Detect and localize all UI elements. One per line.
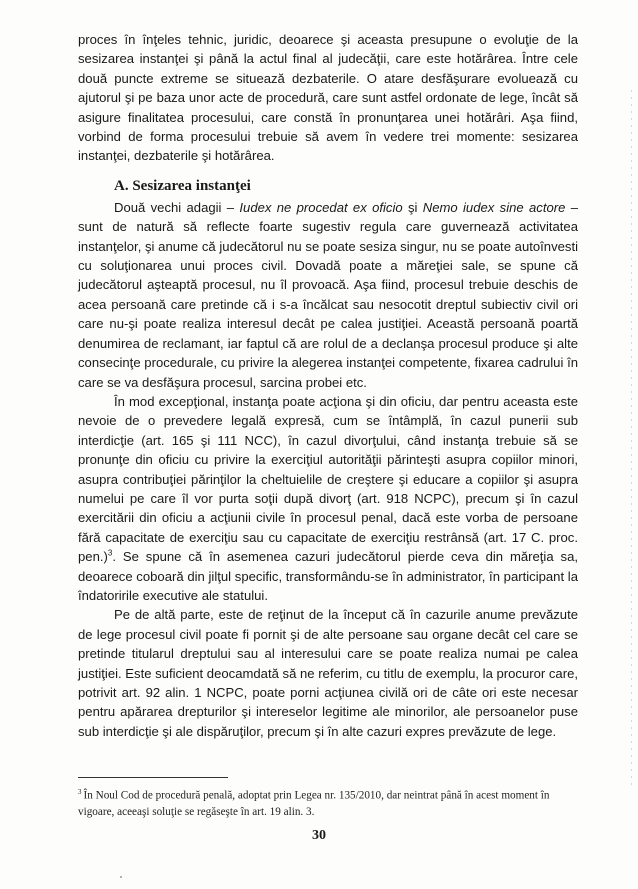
latin-maxim-2: Nemo iudex sine actore: [422, 199, 566, 215]
footnote-mark: 3: [78, 788, 82, 796]
footnote: [78, 784, 568, 820]
latin-maxim-1: Iudex ne procedat ex oficio: [239, 199, 403, 215]
paragraph-adages: [78, 198, 578, 392]
footnote-separator: [78, 777, 228, 778]
page-body: [78, 30, 578, 741]
paragraph-exceptions: [78, 392, 578, 605]
paragraph-adages-connector: şi: [402, 199, 423, 215]
footnote-reference[interactable]: 3: [107, 548, 113, 558]
section-heading: A. Sesizarea instanţei: [114, 177, 251, 194]
paragraph-exceptions-text: În mod excepţional, instanţa poate acţiona şi din oficiu, dar pentru aceasta este nevoie de o prevedere legală expresă, cum se întâmplă, în cazul punerii sub interdicţie (art. 165 şi 111 NCC), în cazul divorţului, când instanţa trebuie să se pronunţe din oficiu cu privire la exerciţiul autorităţii părinteşti asupra copiilor minori, asupra contribuţiei părinţilor la cheltuielile de creştere şi educare a copiilor şi asupra numelui pe care îl vor purta soţii după divorţ (art. 918 NCPC), precum şi în cazul exercitării din oficiu a acţiunii civile în procesul penal, dacă este vorba de persoane fără capacitate de exerciţiu sau cu capacitate de exerciţiu restrânsă (art. 17 C. proc. pen.): [78, 393, 578, 565]
paragraph-exceptions-text-end: . Se spune că în asemenea cazuri judecătorul pierde ceva din măreţia sa, deoarece coboară din jilţul specific, transformându-se în administrator, în participant la îndatoririle executive ale statului.: [78, 549, 578, 603]
paragraph-adages-rest: – sunt de natură să reflecte foarte sugestiv regula care guvernează activitatea instanţelor, şi anume că judecătorul nu se poate sesiza singur, nu se poate autoînvesti cu soluţionarea unui proces civil. Dovadă poate a măreţiei sale, se spune că judecătorul aşteaptă procesul, nu îl provoacă. Aşa fiind, procesul trebuie deschis de acea persoană care pretinde că i s-a încălcat sau nesocotit dreptul subiectiv civil ori care nu-şi poate realiza interesul decât pe calea justiţiei. Această persoană poartă denumirea de reclamant, iar faptul că are rolul de a declanşa procesul produce şi alte consecinţe procedurale, cu privire la alegerea instanţei competente, fixarea cadrului în care se va desfăşura procesul, sarcina probei etc.: [78, 199, 578, 390]
page-number: 30: [312, 828, 326, 843]
intro-paragraph: proces în înţeles tehnic, juridic, deoarece şi aceasta presupune o evoluţie de la sesizarea instanţei şi până la actul final al judecăţii, care este hotărârea. Între cele două puncte extreme se situează dezbaterile. O atare desfăşurare evoluează cu ajutorul şi pe baza unor acte de procedură, care sunt astfel ordonate de lege, încât să asigure finalitatea procesului, care constă în pronunţarea unei hotărâri. Aşa fiind, vorbind de forma procesului trebuie să avem în vedere trei momente: sesizarea instanţei, dezbaterile şi hotărârea.: [78, 32, 578, 164]
paragraph-adages-lead: Două vechi adagii –: [114, 199, 240, 215]
footnote-text: În Noul Cod de procedură penală, adoptat prin Legea nr. 135/2010, dar neintrat până în acest moment în vigoare, aceeaşi soluţie se regăseşte în art. 19 alin. 3.: [78, 789, 550, 818]
scan-edge-artifact: [631, 90, 632, 790]
scan-dot-artifact: [120, 876, 122, 878]
paragraph-other-parties: Pe de altă parte, este de reţinut de la început că în cazurile anume prevăzute de lege procesul civil poate fi pornit şi de alte persoane sau organe decât cel care se pretinde titularul dreptului sau al interesului care se poate realiza numai pe calea justiţiei. Este suficient deocamdată să ne referim, cu titlu de exemplu, la procuror care, potrivit art. 92 alin. 1 NCPC, poate porni acţiunea civilă ori de câte ori este necesar pentru apărarea drepturilor şi intereselor legitime ale minorilor, ale persoanelor puse sub interdicţie şi ale dispăruţilor, precum şi în alte cazuri expres prevăzute de lege.: [78, 607, 578, 739]
